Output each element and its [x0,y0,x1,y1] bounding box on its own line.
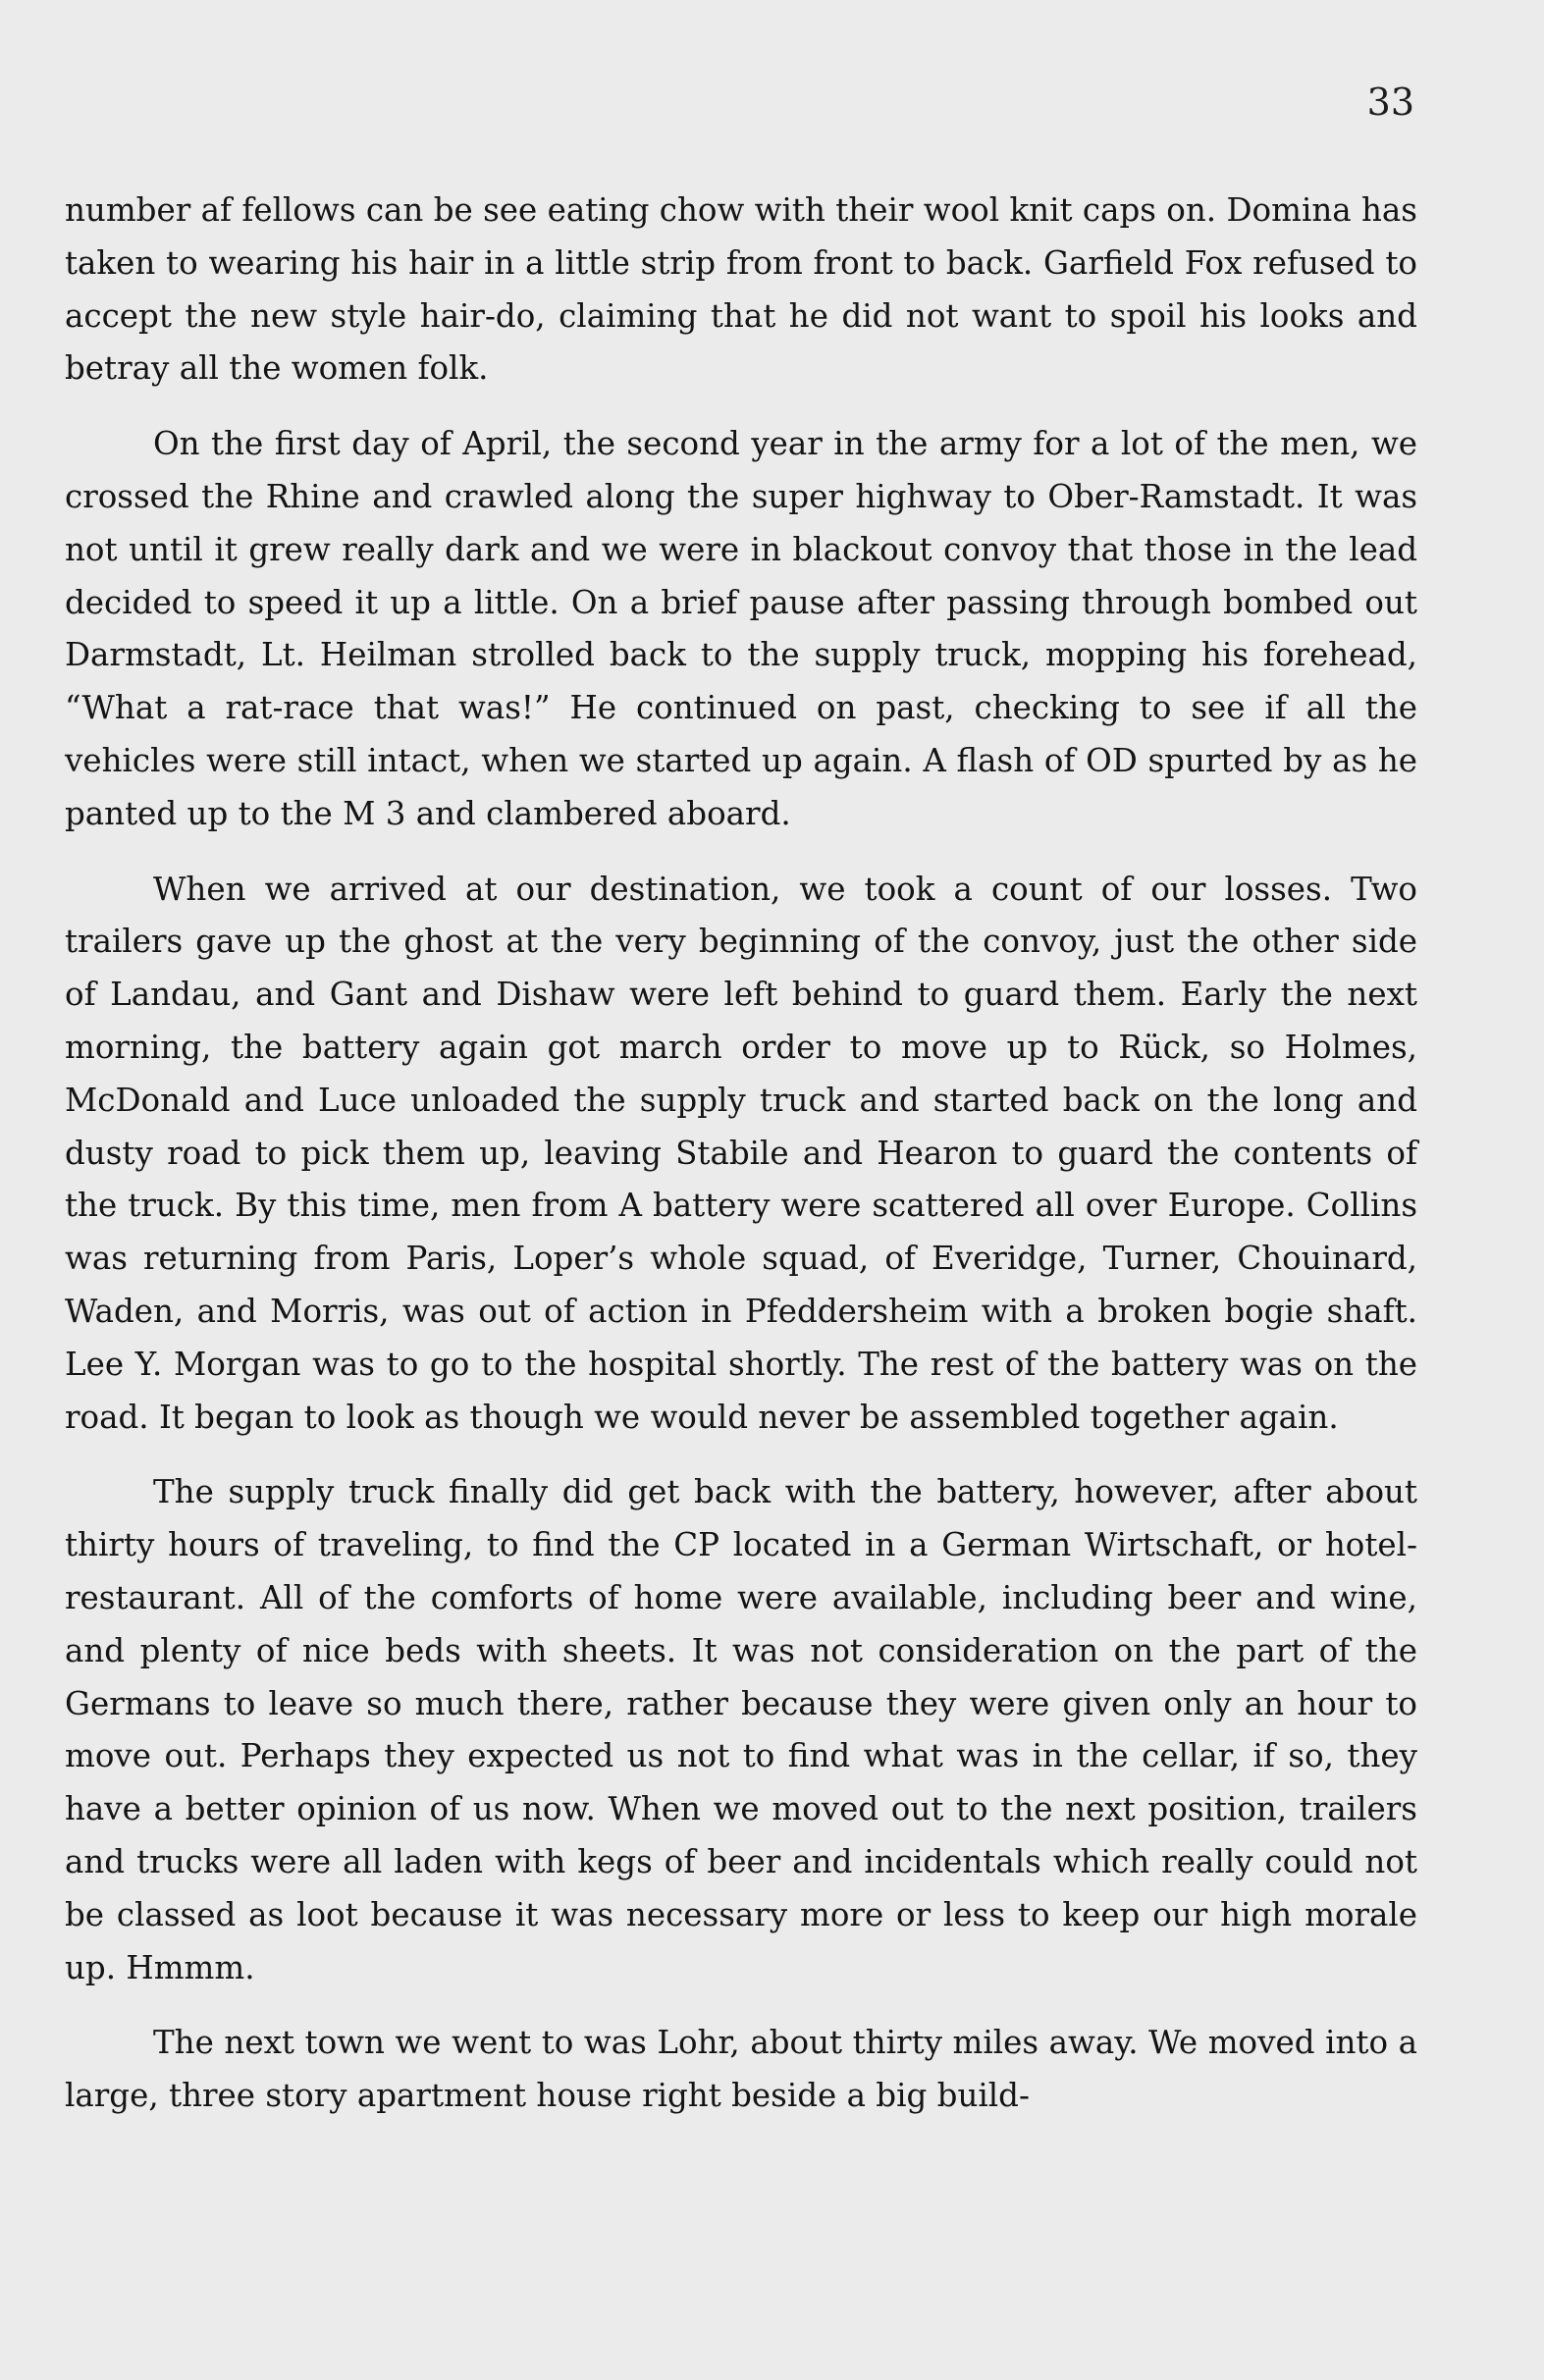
body-text [65,185,1417,2145]
paragraph-3: When we arrived at our destination, we took a count of our losses. Two trailers gave up the ghost at the very beginning of the convoy, just the other side of Landau, and Gant and Dishaw were left behind to guard them. Early the next morning, the battery again got march order to move up to Rück, so Holmes, McDonald and Luce unloaded the supply truck and started back on the long and dusty road to pick them up, leaving Stabile and Hearon to guard the contents of the truck. By this time, men from A battery were scattered all over Europe. Collins was returning from Paris, Loper’s whole squad, of Everidge, Turner, Chouinard, Waden, and Morris, was out of action in Pfeddersheim with a broken bogie shaft. Lee Y. Morgan was to go to the hospital shortly. The rest of the battery was on the road. It began to look as though we would never be assembled together again. [65,870,1417,1436]
paragraph-2: On the first day of April, the second year in the army for a lot of the men, we crossed the Rhine and crawled along the super highway to Ober-Ramstadt. It was not until it grew really dark and we were in blackout convoy that those in the lead decided to speed it up a little. On a brief pause after passing through bombed out Darmstadt, Lt. Heilman strolled back to the supply truck, mopping his forehead, “What a rat-race that was!” He continued on past, checking to see if all the vehicles were still intact, when we started up again. A flash of OD spurted by as he panted up to the M 3 and clambered aboard. [65,425,1417,832]
paragraph-1: number af fellows can be see eating chow with their wool knit caps on. Domina has taken to wearing his hair in a little strip from front to back. Garfield Fox refused to accept the new style hair-do, claiming that he did not want to spoil his looks and betray all the women folk. [65,191,1417,388]
paragraph-5: The next town we went to was Lohr, about thirty miles away. We moved into a large, three story apartment house right beside a big build- [65,2024,1417,2115]
page-number: 33 [1366,80,1414,124]
paragraph-4: The supply truck finally did get back with the battery, however, after about thirty hours of traveling, to find the CP located in a German Wirtschaft, or hotel-restaurant. All of the comforts of home were available, including beer and wine, and plenty of nice beds with sheets. It was not consideration on the part of the Germans to leave so much there, rather because they were given only an hour to move out. Perhaps they expected us not to find what was in the cellar, if so, they have a better opinion of us now. When we moved out to the next position, trailers and trucks were all laden with kegs of beer and incidentals which really could not be classed as loot because it was necessary more or less to keep our high morale up. Hmmm. [65,1473,1417,1986]
